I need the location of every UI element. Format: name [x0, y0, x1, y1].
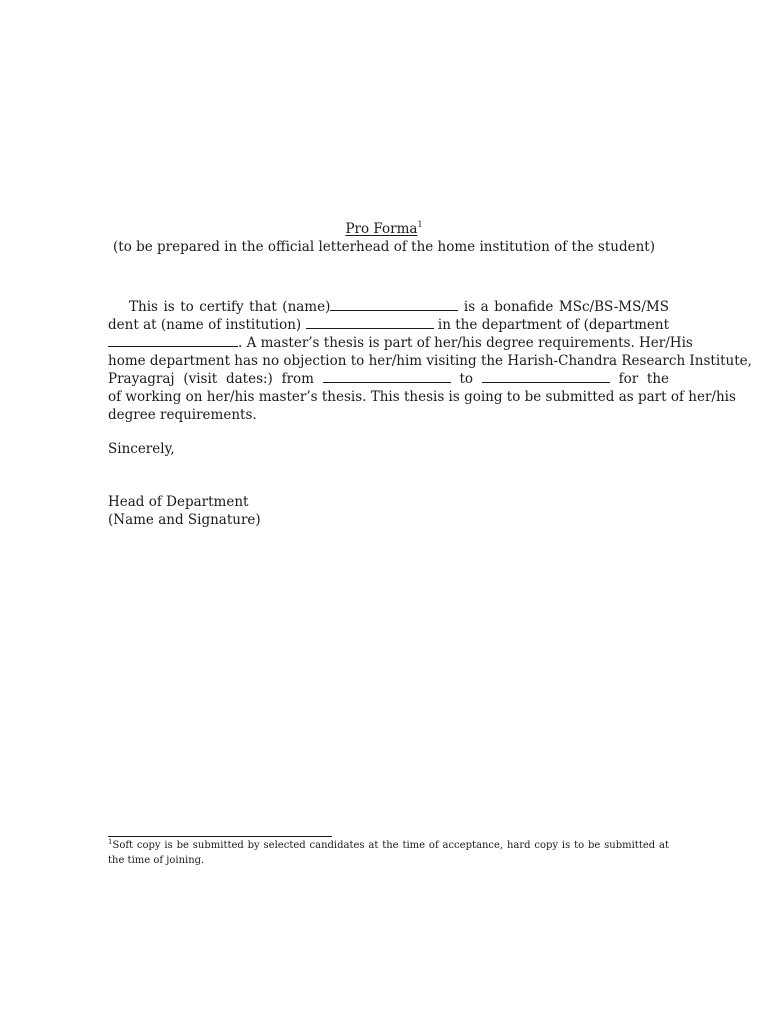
- body-line-7: degree requirements.: [108, 407, 257, 423]
- footnote-rule: [108, 836, 332, 837]
- from-date-blank: [323, 370, 451, 383]
- footnote-text: Soft copy is be submitted by selected candidates at the time of acceptance, hard copy is to be submitted at: [112, 840, 669, 851]
- body-line-1: [108, 298, 669, 316]
- body-line-6: of working on her/his master’s thesis. This thesis is going to be submitted as part of her/his: [108, 389, 736, 405]
- signer-note: (Name and Signature): [108, 512, 261, 528]
- department-text: in the department of (department: [437, 317, 669, 333]
- footnote-line-1: [108, 838, 669, 853]
- to-text: to: [459, 371, 474, 387]
- document-heading: [0, 220, 768, 238]
- salutation: Sincerely,: [108, 441, 175, 457]
- bonafide-text: is a bonafide MSc/BS-MS/MS: [463, 299, 669, 315]
- institution-text: dent at (name of institution): [108, 317, 302, 333]
- body-line-2: [108, 316, 669, 334]
- body-line-3: [108, 334, 693, 352]
- signer-title: Head of Department: [108, 494, 249, 510]
- document-subtitle: (to be prepared in the official letterhead of the home institution of the student): [113, 239, 655, 255]
- footnote-mark: 1: [108, 838, 113, 846]
- thesis-requirement-text: . A master’s thesis is part of her/his degree requirements. Her/His: [238, 335, 693, 351]
- visit-dates-text: Prayagraj (visit dates:) from: [108, 371, 314, 387]
- footnote-line-2: the time of joining.: [108, 855, 205, 866]
- body-line-4: home department has no objection to her/him visiting the Harish-Chandra Research Institute,: [108, 353, 752, 369]
- title-footnote-mark: 1: [417, 220, 423, 229]
- to-date-blank: [482, 370, 610, 383]
- purpose-text: for the: [618, 371, 669, 387]
- body-line-5: [108, 370, 669, 388]
- name-blank: [330, 298, 458, 311]
- department-blank: [108, 334, 238, 347]
- institution-blank: [306, 316, 434, 329]
- page-title: Pro Forma: [345, 221, 418, 237]
- certify-text: This is to certify that (name): [129, 299, 331, 315]
